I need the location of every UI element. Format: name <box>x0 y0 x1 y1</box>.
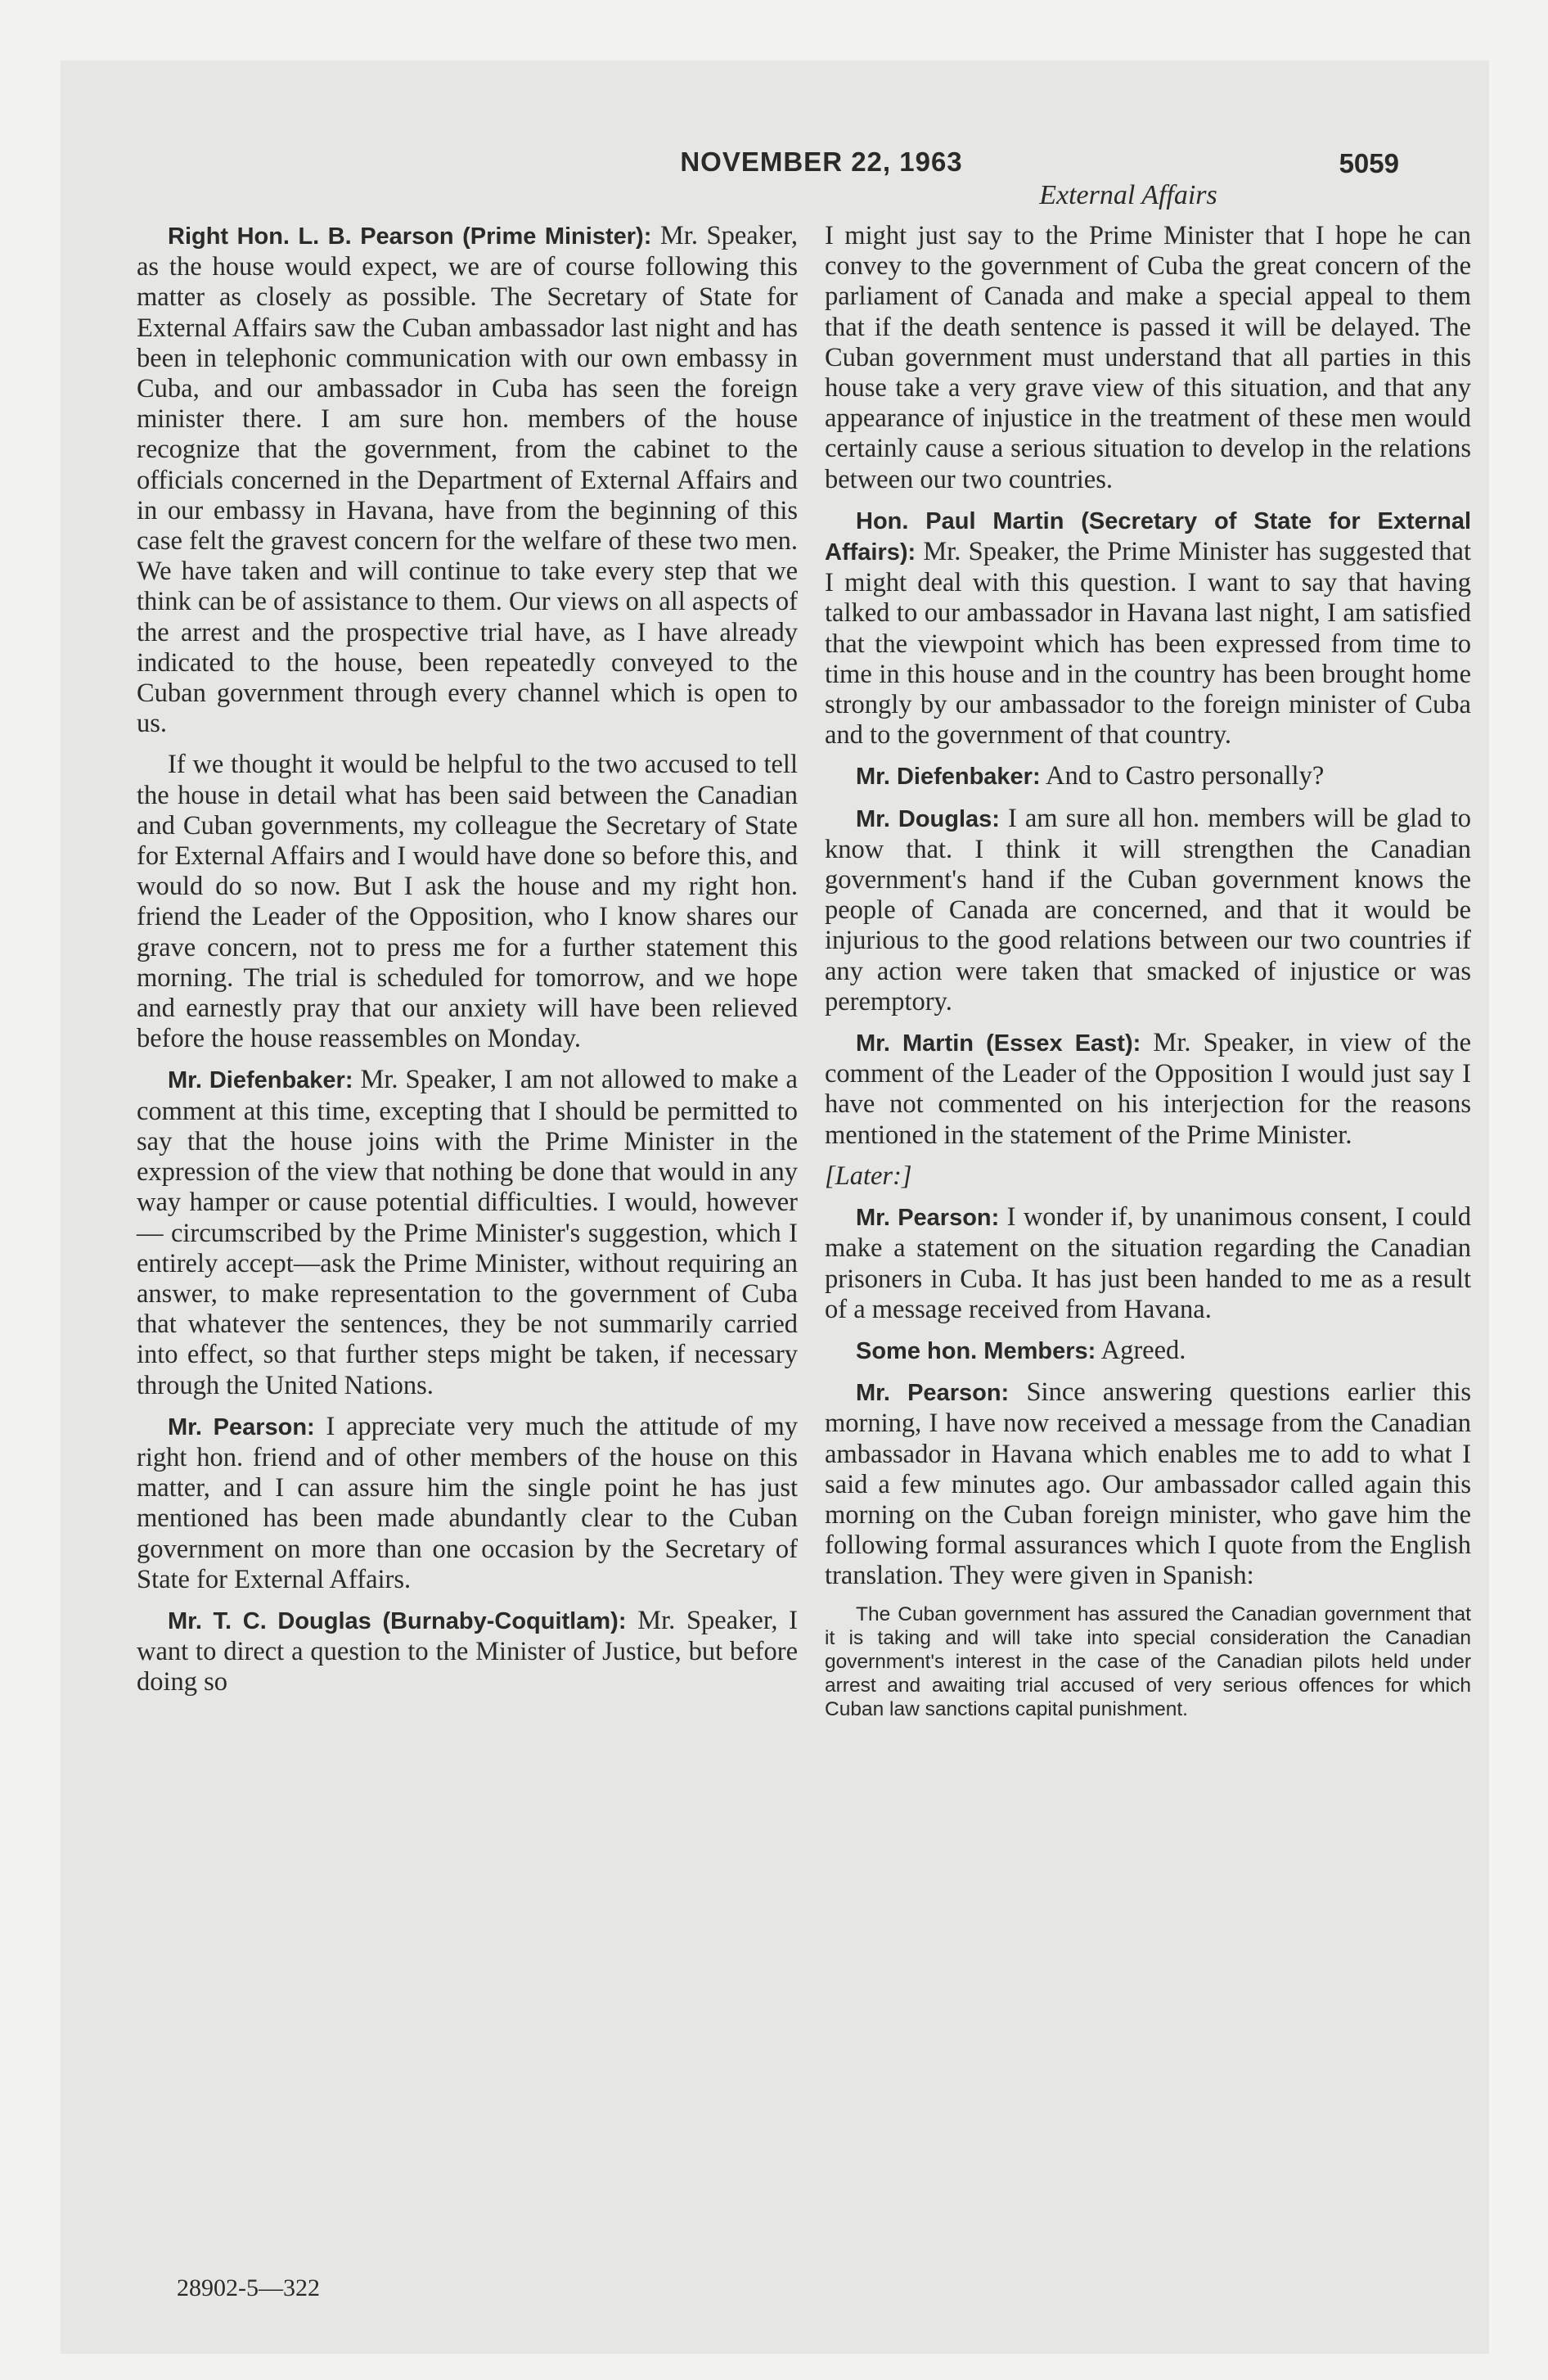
quoted-statement: The Cuban government has assured the Canadian government that it is taking and will take into special consideration the Canadian government's interest in the case of the Canadian pilots held under arrest and awaiting trial accused of very serious offences for which Cuban law sanctions capital punishment. <box>825 1602 1471 1720</box>
speaker-name: Mr. Diefenbaker: <box>168 1067 353 1094</box>
paragraph <box>825 1202 1471 1325</box>
paragraph <box>825 804 1471 1017</box>
paragraph <box>137 1606 798 1698</box>
speaker-name: Mr. Pearson: <box>856 1380 1010 1407</box>
paragraph <box>825 221 1471 495</box>
right-column <box>825 221 1471 1732</box>
paragraph <box>825 1336 1471 1367</box>
section-title: External Affairs <box>1039 180 1217 210</box>
speaker-name: Mr. T. C. Douglas (Burnaby-Coquitlam): <box>168 1607 627 1634</box>
paragraph <box>137 1065 798 1400</box>
speaker-name: Mr. Martin (Essex East): <box>856 1030 1141 1057</box>
speech-text: Mr. Speaker, the Prime Minister has suggested that I might deal with this question. I want to say that having talked to our ambassador in Havana last night, I am satisfied that the viewpoint which has been expressed from time to time in this house and in the country has been brought home strongly by our ambassador to the foreign minister of Cuba and to the government of that country. <box>825 537 1471 751</box>
speech-text: Mr. Speaker, as the house would expect, we are of course following this matter as closely as possible. The Secretary of State for External Affairs saw the Cuban ambassador last night and has been in telephonic communication with our own embassy in Cuba, and our ambassador in Cuba has seen the foreign minister there. I am sure hon. members of the house recognize that the government, from the cabinet to the officials concerned in the Department of External Affairs and in our embassy in Havana, have from the beginning of this case felt the gravest concern for the welfare of these two men. We have taken and will continue to take every step that we think can be of assistance to them. Our views on all aspects of the arrest and the prospective trial have, as I have already indicated to the house, been repeatedly conveyed to the Cuban government through every channel which is open to us. <box>137 221 798 739</box>
speech-text: I appreciate very much the attitude of my right hon. friend and of other members of the house on this matter, and I can assure him the single point he has just mentioned has been made abundantly clear to the Cuban government on more than one occasion by the Secretary of State for External Affairs. <box>137 1411 798 1594</box>
paragraph <box>825 1028 1471 1151</box>
paragraph <box>137 1412 798 1595</box>
speaker-name: Mr. Pearson: <box>168 1413 315 1440</box>
later-marker: [Later:] <box>825 1161 912 1191</box>
paragraph <box>137 750 798 1054</box>
page-date: NOVEMBER 22, 1963 <box>680 146 963 177</box>
paragraph <box>825 761 1471 792</box>
speech-text: Mr. Speaker, I want to direct a question to the Minister of Justice, but before doing so <box>137 1605 798 1697</box>
paragraph <box>137 221 798 739</box>
paragraph <box>825 506 1471 751</box>
speaker-name: Mr. Douglas: <box>856 805 1000 832</box>
page-number: 5059 <box>1339 148 1399 178</box>
page-sheet <box>61 61 1489 2354</box>
speech-text: Agreed. <box>1096 1335 1186 1365</box>
speaker-name: Mr. Pearson: <box>856 1205 1000 1232</box>
speaker-name: Right Hon. L. B. Pearson (Prime Minister): <box>168 223 652 250</box>
speech-text: If we thought it would be helpful to the two accused to tell the house in detail what has been said between the Canadian and Cuban governments, my colleague the Secretary of State for External Affairs and I would have done so before this, and would do so now. But I ask the house and my right hon. friend the Leader of the Opposition, who I know shares our grave concern, not to press me for a further statement this morning. The trial is scheduled for tomorrow, and we hope and earnestly pray that our anxiety will have been relieved before the house reassembles on Monday. <box>137 750 798 1054</box>
speech-text: Mr. Speaker, in view of the comment of the Leader of the Opposition I would just say I have not commented on his interjection for the reasons mentioned in the statement of the Prime Minister. <box>825 1028 1472 1150</box>
printer-code: 28902-5—322 <box>177 2274 320 2301</box>
speech-text: Since answering questions earlier this morning, I have now received a message from the Canadian ambassador in Havana which enables me to add to what I said a few minutes ago. Our ambassador called again this morning on the Cuban foreign minister, who gave him the following formal assurances which I quote from the English translation. They were given in Spanish: <box>825 1377 1471 1591</box>
speaker-name: Mr. Diefenbaker: <box>856 764 1041 791</box>
speech-text: I might just say to the Prime Minister that I hope he can convey to the government of Cuba the great concern of the parliament of Canada and make a special appeal to them that if the death sentence is passed it will be delayed. The Cuban government must understand that all parties in this house take a very grave view of this situation, and that any appearance of injustice in the treatment of these men would certainly cause a serious situation to develop in the relations between our two countries. <box>825 221 1471 494</box>
speech-text: Mr. Speaker, I am not allowed to make a comment at this time, excepting that I should be permitted to say that the house joins with the Prime Minister in the expression of the view that nothing be done that would in any way hamper or cause potential difficulties. I would, however— circumscribed by the Prime Minister's suggestion, which I entirely accept—ask the Prime Minister, without requiring an answer, to make representation to the government of Cuba that whatever the sentences, they be not summarily carried into effect, so that further steps might be taken, if necessary through the United Nations. <box>137 1065 798 1400</box>
speech-text: And to Castro personally? <box>1040 761 1325 791</box>
left-column <box>137 221 798 1709</box>
speech-text: I am sure all hon. members will be glad to know that. I think it will strengthen the Canadian government's hand if the Cuban government knows the people of Canada are concerned, and that it would be injurious to the good relations between our two countries if any action were taken that smacked of injustice or was peremptory. <box>825 803 1471 1016</box>
speaker-name: Some hon. Members: <box>856 1337 1096 1364</box>
speech-text: I wonder if, by unanimous consent, I could make a statement on the situation regarding the Canadian prisoners in Cuba. It has just been handed to me as a result of a message received from Havana. <box>825 1202 1471 1324</box>
speaker-name: Hon. Paul Martin (Secretary of State for External Affairs): <box>825 507 1471 566</box>
paragraph <box>825 1377 1471 1591</box>
